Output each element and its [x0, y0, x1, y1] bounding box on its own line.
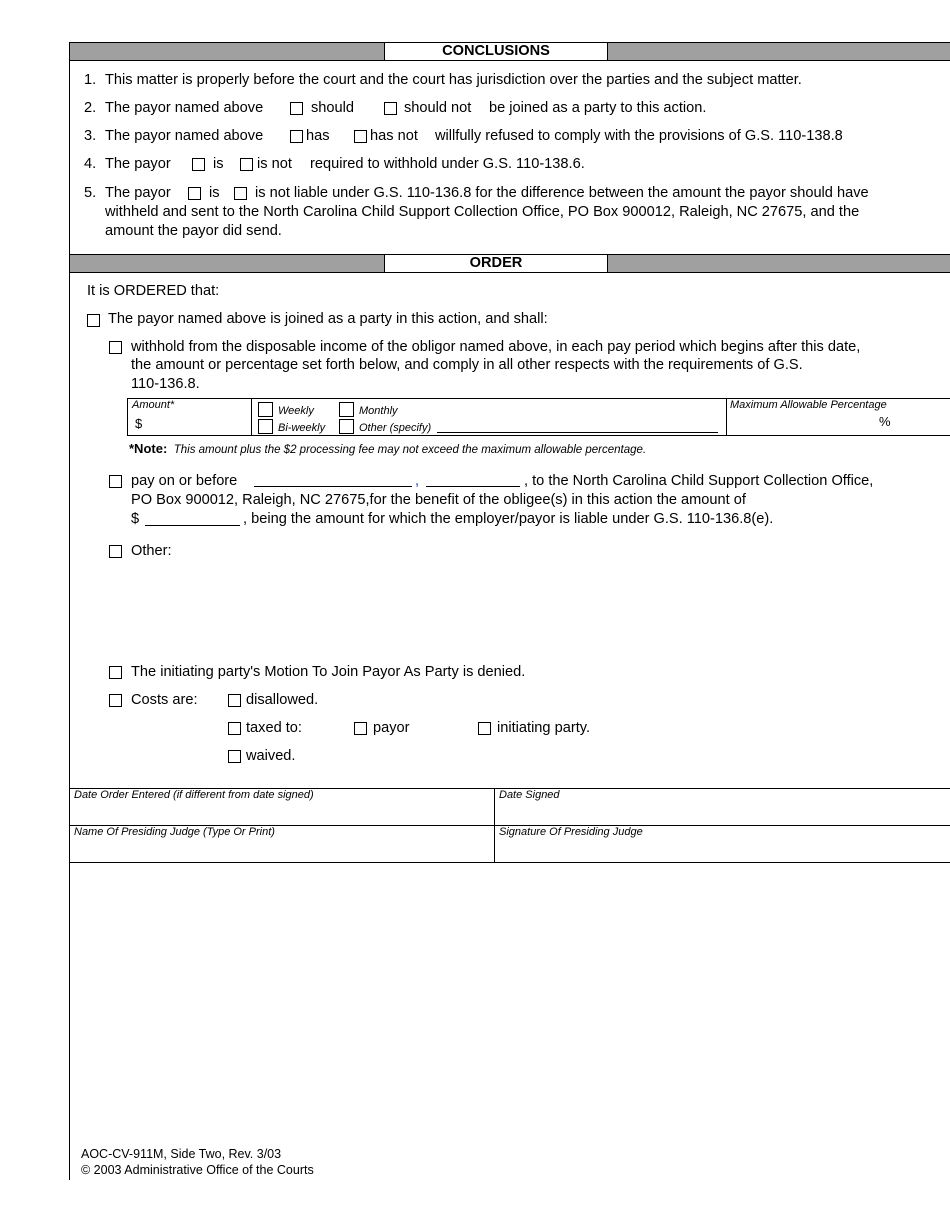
note: [129, 440, 646, 458]
judge-name-label: Name Of Presiding Judge (Type Or Print): [74, 826, 275, 838]
order-intro: It is ORDERED that:: [87, 283, 220, 299]
costs-label: Costs are:: [131, 692, 198, 708]
has-label: has: [306, 128, 330, 144]
copyright: © 2003 Administrative Office of the Courts: [81, 1163, 314, 1177]
liable-is-not-checkbox[interactable]: [234, 187, 247, 200]
joined-checkbox[interactable]: [87, 314, 100, 327]
pay-lead: pay on or before: [131, 473, 238, 489]
conclusion-5-line2: withheld and sent to the North Carolina Child Support Collection Office, PO Box 900012, Raleigh, NC 27675, and the: [105, 204, 860, 220]
monthly-checkbox[interactable]: [339, 402, 354, 417]
disallowed-label: disallowed.: [246, 692, 319, 708]
pay-date-line-1[interactable]: [254, 486, 412, 487]
monthly-label: Monthly: [359, 405, 398, 417]
should-not-checkbox[interactable]: [384, 102, 397, 115]
date-signed-label: Date Signed: [499, 789, 560, 801]
withhold-checkbox[interactable]: [109, 341, 122, 354]
date-entered-label: Date Order Entered (if different from date signed): [74, 789, 314, 801]
conclusions-header: CONCLUSIONS: [384, 42, 608, 61]
other-specify-line[interactable]: [437, 432, 718, 433]
should-not-label: should not: [404, 100, 472, 116]
conclusion-3-number: 3.: [84, 128, 97, 144]
order-header: ORDER: [384, 254, 608, 273]
weekly-checkbox[interactable]: [258, 402, 273, 417]
pay-line3: , being the amount for which the employer/payor is liable under G.S. 110-136.8(e).: [243, 511, 774, 527]
judge-signature-label: Signature Of Presiding Judge: [499, 826, 643, 838]
conclusion-3-lead: The payor named above: [105, 128, 264, 144]
has-not-label: has not: [370, 128, 418, 144]
note-label: *Note:: [129, 441, 168, 456]
has-checkbox[interactable]: [290, 130, 303, 143]
denied-checkbox[interactable]: [109, 666, 122, 679]
other-checkbox[interactable]: [109, 545, 122, 558]
order-header-bar: [70, 254, 950, 273]
conclusion-4-number: 4.: [84, 156, 97, 172]
taxed-initiating-checkbox[interactable]: [478, 722, 491, 735]
conclusion-3-tail: willfully refused to comply with the provisions of G.S. 110-138.8: [435, 128, 843, 144]
disallowed-checkbox[interactable]: [228, 694, 241, 707]
conclusion-5-line3: amount the payor did send.: [105, 223, 282, 239]
amount-label: Amount*: [132, 399, 175, 411]
is-label: is: [213, 156, 224, 172]
conclusion-2-tail: be joined as a party to this action.: [489, 100, 707, 116]
should-checkbox[interactable]: [290, 102, 303, 115]
conclusion-2-number: 2.: [84, 100, 97, 116]
conclusion-1-text: This matter is properly before the court and the court has jurisdiction over the parties and the subject matter.: [105, 72, 802, 88]
taxed-payor-label: payor: [373, 720, 410, 736]
amount-table-divider-1: [251, 398, 252, 436]
joined-text: The payor named above is joined as a party in this action, and shall:: [108, 311, 548, 327]
conclusion-2-lead: The payor named above: [105, 100, 264, 116]
conclusion-5-number: 5.: [84, 185, 97, 201]
other-specify-label: Other (specify): [359, 422, 432, 434]
form-id: AOC-CV-911M, Side Two, Rev. 3/03: [81, 1147, 282, 1161]
pay-date-line-2[interactable]: [426, 486, 520, 487]
conclusion-1-number: 1.: [84, 72, 97, 88]
liable-is-checkbox[interactable]: [188, 187, 201, 200]
denied-text: The initiating party's Motion To Join Payor As Party is denied.: [131, 664, 526, 680]
liable-is-label: is: [209, 185, 220, 201]
conclusion-4-tail: required to withhold under G.S. 110-138.6.: [310, 156, 585, 172]
waived-label: waived.: [246, 748, 296, 764]
biweekly-label: Bi-weekly: [278, 422, 326, 434]
amount-dollar: $: [135, 416, 143, 431]
conclusion-5-lead: The payor: [105, 185, 171, 201]
liable-is-not-label: is not liable under G.S. 110-136.8 for the difference between the amount the payor should have: [255, 185, 869, 201]
taxed-checkbox[interactable]: [228, 722, 241, 735]
max-percentage-label: Maximum Allowable Percentage: [730, 399, 887, 411]
sig-table-bottom: [70, 862, 950, 863]
taxed-label: taxed to:: [246, 720, 302, 736]
percent-sign: %: [879, 414, 891, 429]
pay-date-comma: ,: [415, 473, 420, 489]
pay-checkbox[interactable]: [109, 475, 122, 488]
taxed-payor-checkbox[interactable]: [354, 722, 367, 735]
sig-table-divider: [494, 788, 495, 863]
withhold-line2: the amount or percentage set forth below, and comply in all other respects with the requirements of G.S.: [131, 357, 803, 373]
should-label: should: [311, 100, 355, 116]
note-text: This amount plus the $2 processing fee may not exceed the maximum allowable percentage.: [173, 444, 647, 456]
is-not-label: is not: [257, 156, 292, 172]
taxed-initiating-label: initiating party.: [497, 720, 591, 736]
conclusions-header-bar: [70, 42, 950, 61]
other-label: Other:: [131, 543, 172, 559]
is-checkbox[interactable]: [192, 158, 205, 171]
pay-dollar: $: [131, 511, 140, 527]
biweekly-checkbox[interactable]: [258, 419, 273, 434]
costs-checkbox[interactable]: [109, 694, 122, 707]
conclusion-4-lead: The payor: [105, 156, 171, 172]
left-border: [69, 42, 70, 1180]
pay-line2: PO Box 900012, Raleigh, NC 27675,for the benefit of the obligee(s) in this action the amount of: [131, 492, 746, 508]
withhold-line3: 110-136.8.: [131, 376, 200, 392]
other-specify-checkbox[interactable]: [339, 419, 354, 434]
amount-table-divider-2: [726, 398, 727, 436]
pay-after: , to the North Carolina Child Support Collection Office,: [524, 473, 874, 489]
has-not-checkbox[interactable]: [354, 130, 367, 143]
withhold-line1: withhold from the disposable income of the obligor named above, in each pay period which begins after this date,: [131, 339, 861, 355]
is-not-checkbox[interactable]: [240, 158, 253, 171]
pay-amount-line[interactable]: [145, 525, 240, 526]
waived-checkbox[interactable]: [228, 750, 241, 763]
weekly-label: Weekly: [278, 405, 314, 417]
